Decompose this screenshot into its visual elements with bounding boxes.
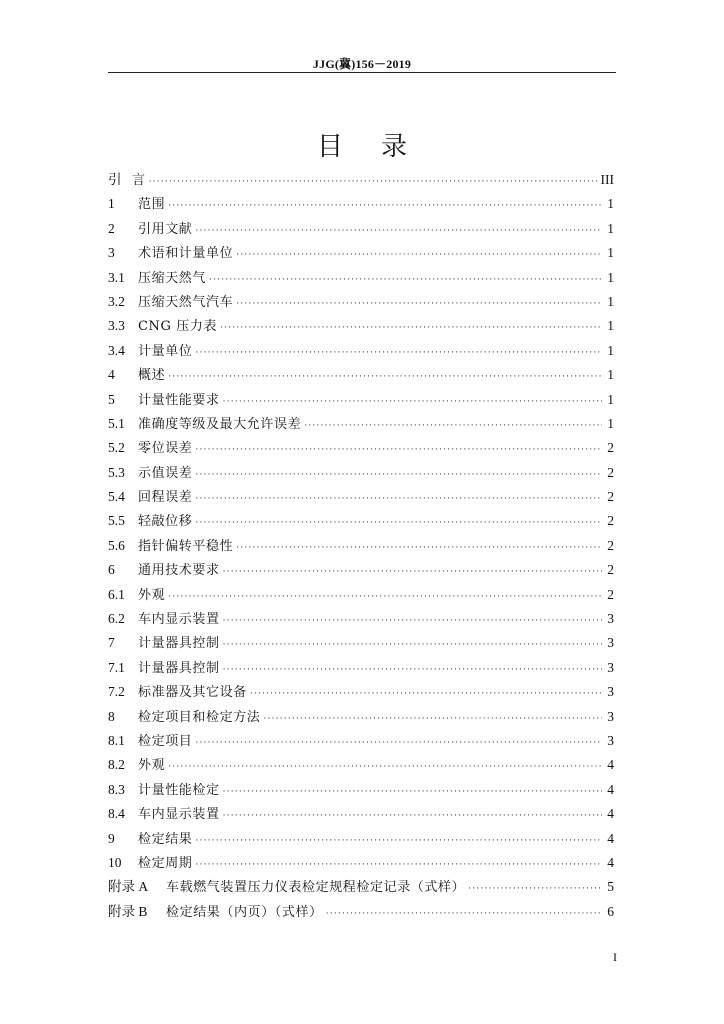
toc-entry-page: 4 — [607, 757, 614, 773]
toc-dot-leader — [209, 268, 602, 292]
toc-entry-number: 5.5 — [108, 513, 125, 529]
toc-entry-page: 3 — [607, 732, 614, 748]
toc-entry-number: 6.1 — [108, 586, 125, 602]
toc-entry[interactable] — [108, 192, 614, 216]
toc-entry[interactable] — [108, 631, 614, 655]
toc-entry[interactable] — [108, 290, 614, 314]
toc-entry-number: 6 — [108, 562, 115, 578]
toc-entry-label: 外观 — [138, 587, 166, 603]
toc-entry-page: 4 — [607, 854, 614, 870]
toc-entry-label: 术语和计量单位 — [138, 246, 234, 262]
toc-entry[interactable] — [108, 827, 614, 851]
toc-entry-page: 1 — [607, 220, 614, 236]
toc-entry-number: 5.6 — [108, 537, 125, 553]
toc-dot-leader — [236, 243, 602, 267]
toc-entry[interactable] — [108, 534, 614, 558]
toc-dot-leader — [223, 658, 602, 682]
header-divider — [108, 72, 616, 73]
toc-entry-page: 2 — [607, 537, 614, 553]
toc-entry[interactable] — [108, 266, 614, 290]
toc-entry-label: 检定项目 — [138, 733, 193, 749]
toc-entry-label: 计量器具控制 — [138, 636, 220, 652]
toc-dot-leader — [468, 877, 602, 901]
toc-dot-leader — [223, 609, 602, 633]
toc-entry[interactable] — [108, 412, 614, 436]
toc-entry[interactable] — [108, 241, 614, 265]
toc-entry-page: 3 — [607, 684, 614, 700]
toc-entry-number: 7.2 — [108, 684, 125, 700]
toc-entry[interactable] — [108, 851, 614, 875]
toc-entry[interactable] — [108, 168, 614, 192]
toc-entry-label: 通用技术要求 — [138, 563, 220, 579]
toc-entry-number: 2 — [108, 220, 115, 236]
toc-dot-leader — [168, 755, 602, 779]
toc-entry-number: 5 — [108, 391, 115, 407]
toc-dot-leader — [195, 341, 602, 365]
toc-entry-label: 计量性能检定 — [138, 782, 220, 798]
toc-dot-leader — [168, 365, 602, 389]
toc-entry-label: 检定结果 — [138, 831, 193, 847]
toc-entry-label: 示值误差 — [138, 465, 193, 481]
footer-page-number: I — [613, 950, 617, 964]
toc-entry-label: 言 — [132, 173, 146, 188]
toc-entry-page: 2 — [607, 440, 614, 456]
toc-entry-label: 压缩天然气汽车 — [138, 294, 234, 310]
toc-dot-leader — [236, 292, 602, 316]
toc-entry[interactable] — [108, 900, 614, 924]
toc-entry-label: 外观 — [138, 758, 166, 774]
toc-entry-label: 计量单位 — [138, 343, 193, 359]
toc-entry-page: 1 — [607, 293, 614, 309]
toc-entry-number: 3 — [108, 245, 115, 261]
toc-entry[interactable] — [108, 875, 614, 899]
toc-entry-label: 引用文献 — [138, 221, 193, 237]
toc-entry-page: 2 — [607, 464, 614, 480]
toc-entry-number: 10 — [108, 854, 122, 870]
toc-entry-page: 1 — [607, 318, 614, 334]
toc-entry[interactable] — [108, 558, 614, 582]
toc-entry-number: 8.2 — [108, 757, 125, 773]
toc-entry-label: 检定项目和检定方法 — [138, 709, 261, 725]
toc-dot-leader — [195, 829, 602, 853]
toc-entry-page: 1 — [607, 367, 614, 383]
toc-dot-leader — [168, 194, 602, 218]
toc-entry[interactable] — [108, 363, 614, 387]
toc-entry-number: 附录 A — [108, 879, 149, 895]
toc-dot-leader — [168, 585, 602, 609]
toc-entry[interactable] — [108, 778, 614, 802]
toc-dot-leader — [250, 682, 602, 706]
toc-entry-number: 3.4 — [108, 342, 125, 358]
toc-dot-leader — [195, 853, 602, 877]
toc-entry-label: 车内显示装置 — [138, 807, 220, 823]
toc-entry[interactable] — [108, 509, 614, 533]
toc-entry-number: 4 — [108, 367, 115, 383]
toc-entry-label: 概述 — [138, 368, 166, 384]
toc-entry-label: 轻敲位移 — [138, 514, 193, 530]
toc-dot-leader — [236, 536, 602, 560]
toc-entry-label: 零位误差 — [138, 441, 193, 457]
toc-entry-number: 8.3 — [108, 781, 125, 797]
toc-dot-leader — [223, 560, 602, 584]
toc-entry[interactable] — [108, 485, 614, 509]
toc-entry[interactable] — [108, 339, 614, 363]
toc-dot-leader — [223, 633, 602, 657]
toc-entry-page: 1 — [607, 391, 614, 407]
toc-entry-number: 8.1 — [108, 732, 125, 748]
toc-dot-leader — [195, 219, 602, 243]
toc-entry-page: 2 — [607, 586, 614, 602]
toc-entry[interactable] — [108, 607, 614, 631]
toc-entry-number: 3.1 — [108, 269, 125, 285]
document-header-code: JJG(冀)156－2019 — [312, 57, 412, 71]
toc-entry[interactable] — [108, 388, 614, 412]
toc-entry-number: 8.4 — [108, 806, 125, 822]
toc-entry[interactable] — [108, 436, 614, 460]
toc-entry-number: 9 — [108, 830, 115, 846]
toc-entry-number: 3.3 — [108, 318, 125, 334]
toc-entry-label: 计量器具控制 — [138, 660, 220, 676]
toc-entry-label: 车载燃气装置压力仪表检定规程检定记录（式样） — [166, 880, 466, 896]
toc-entry-page: 3 — [607, 708, 614, 724]
toc-entry-page: 2 — [607, 562, 614, 578]
toc-entry-label: 范围 — [138, 197, 166, 213]
toc-entry-number: 5.3 — [108, 464, 125, 480]
toc-entry-label: CNG 压力表 — [138, 319, 218, 335]
toc-dot-leader — [195, 487, 602, 511]
toc-title: 目录 — [316, 132, 445, 162]
toc-entry-page: 3 — [607, 659, 614, 675]
toc-entry-label: 压缩天然气 — [138, 270, 207, 286]
toc-entry-label: 计量性能要求 — [138, 392, 220, 408]
toc-entry-label: 准确度等级及最大允许误差 — [138, 416, 302, 432]
toc-dot-leader — [326, 902, 602, 926]
toc-entry-label: 车内显示装置 — [138, 612, 220, 628]
toc-entry[interactable] — [108, 729, 614, 753]
toc-entry-number: 6.2 — [108, 611, 125, 627]
toc-entry-number: 5.2 — [108, 440, 125, 456]
toc-entry-page: 4 — [607, 781, 614, 797]
toc-entry[interactable] — [108, 705, 614, 729]
toc-entry-number: 8 — [108, 708, 115, 724]
toc-entry[interactable] — [108, 656, 614, 680]
toc-dot-leader — [149, 170, 599, 194]
toc-dot-leader — [195, 438, 602, 462]
toc-entry-page: 1 — [607, 342, 614, 358]
toc-entry[interactable] — [108, 583, 614, 607]
toc-dot-leader — [195, 511, 602, 535]
toc-dot-leader — [263, 707, 602, 731]
toc-entry-page: 5 — [607, 879, 614, 895]
toc-entry[interactable] — [108, 461, 614, 485]
toc-entry-page: 1 — [607, 245, 614, 261]
toc-entry-number: 1 — [108, 196, 115, 212]
table-of-contents — [108, 168, 614, 924]
toc-entry-label: 指针偏转平稳性 — [138, 538, 234, 554]
toc-entry-label: 回程误差 — [138, 490, 193, 506]
toc-dot-leader — [220, 316, 602, 340]
toc-entry[interactable] — [108, 314, 614, 338]
toc-entry-page: 6 — [607, 903, 614, 919]
toc-entry-number: 5.4 — [108, 489, 125, 505]
toc-entry-label: 检定结果（内页）（式样） — [166, 904, 323, 920]
toc-dot-leader — [223, 390, 602, 414]
toc-dot-leader — [223, 780, 602, 804]
toc-entry-number: 7 — [108, 635, 115, 651]
toc-entry-number: 5.1 — [108, 415, 125, 431]
toc-dot-leader — [195, 463, 602, 487]
toc-entry-page: 4 — [607, 830, 614, 846]
toc-dot-leader — [223, 804, 602, 828]
toc-entry[interactable] — [108, 753, 614, 777]
toc-entry-number: 7.1 — [108, 659, 125, 675]
toc-entry-page: 3 — [607, 635, 614, 651]
toc-entry-page: 2 — [607, 489, 614, 505]
toc-entry-number: 附录 B — [108, 903, 148, 919]
toc-entry-page: 4 — [607, 806, 614, 822]
toc-dot-leader — [195, 731, 602, 755]
toc-entry[interactable] — [108, 680, 614, 704]
toc-entry-label: 标准器及其它设备 — [138, 685, 247, 701]
toc-entry-page: 1 — [607, 196, 614, 212]
toc-entry-page: 3 — [607, 611, 614, 627]
toc-entry-page: 1 — [607, 269, 614, 285]
toc-entry-number: 引 — [108, 172, 122, 187]
toc-entry-label: 检定周期 — [138, 855, 193, 871]
toc-entry[interactable] — [108, 802, 614, 826]
toc-entry-page: 2 — [607, 513, 614, 529]
toc-entry[interactable] — [108, 217, 614, 241]
toc-dot-leader — [304, 414, 602, 438]
toc-entry-page: III — [600, 172, 614, 187]
toc-entry-page: 1 — [607, 415, 614, 431]
toc-entry-number: 3.2 — [108, 293, 125, 309]
